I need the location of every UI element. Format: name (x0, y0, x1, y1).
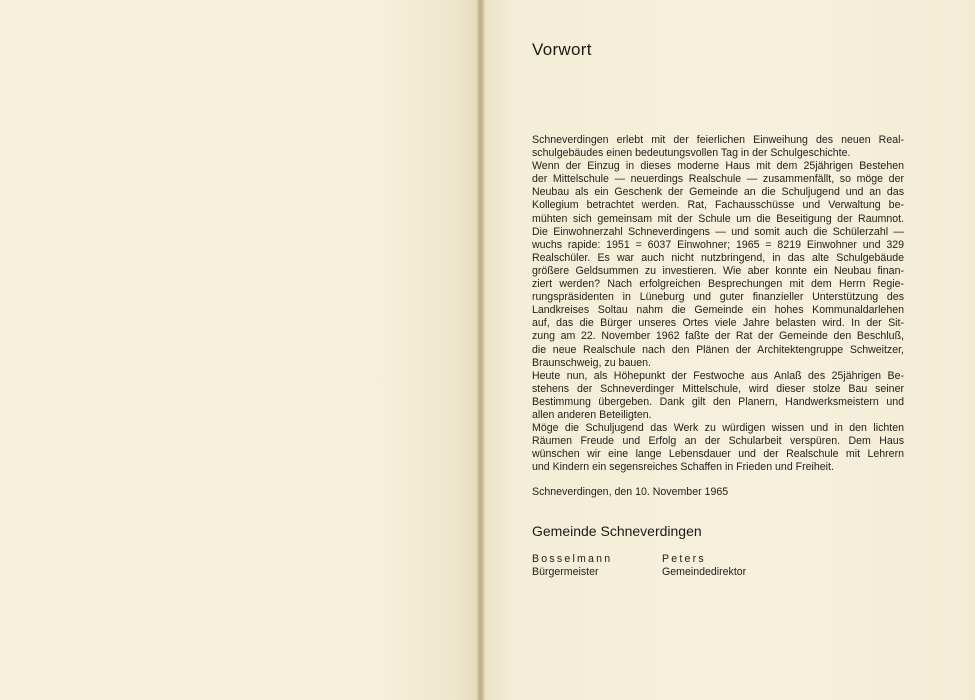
body-line: allen anderen Beteiligten. (532, 408, 652, 421)
body-line: Schneverdingen erlebt mit der feierlichen Einweihung des neuen Real- (532, 134, 904, 146)
body-line: stehens der Schneverdinger Mittelschule, wird dieser stolze Bau seiner (532, 382, 904, 395)
body-line: Die Einwohnerzahl Schneverdingens — und somit auch die Schülerzahl — (532, 225, 904, 238)
organization-name: Gemeinde Schneverdingen (532, 523, 702, 539)
body-line: größere Geldsummen zu investieren. Wie aber konnte ein Neubau finan- (532, 264, 904, 277)
body-line: Neubau als ein Geschenk der Gemeinde an die Schuljugend und an das (532, 186, 904, 199)
body-line: Bestimmung übergeben. Dank gilt den Planern, Handwerksmeistern und (532, 395, 904, 408)
body-line: ziert werden? Nach erfolgreichen Besprechungen mit dem Herrn Regie- (532, 278, 904, 291)
signatory-role: Bürgermeister (532, 566, 599, 578)
body-line: rungspräsidenten in Lüneburg und guter finanzieller Unterstützung des (532, 291, 904, 304)
body-line: wuchs rapide: 1951 = 6037 Einwohner; 1965 = 8219 Einwohner und 329 (532, 238, 904, 251)
page-title: Vorwort (532, 40, 592, 59)
signatory-director (662, 553, 746, 579)
body-line: Wenn der Einzug in dieses moderne Haus mit dem 25jährigen Bestehen (532, 160, 904, 173)
dateline: Schneverdingen, den 10. November 1965 (532, 486, 729, 498)
signatory-role: Gemeindedirektor (662, 566, 747, 578)
body-line: die neue Realschule nach den Plänen der Architektengruppe Schweitzer, (532, 343, 904, 356)
foreword-body (532, 134, 904, 474)
body-line: und Kindern ein segensreiches Schaffen in Frieden und Freiheit. (532, 461, 834, 474)
body-line: Braunschweig, zu bauen. (532, 356, 651, 369)
body-line: auf, das die Bürger unseres Ortes viele Jahre belasten wird. In der Sit- (532, 317, 904, 330)
body-line: Möge die Schuljugend das Werk zu würdigen wissen und in den lichten (532, 422, 904, 435)
body-line: der Mittelschule — neuerdings Realschule — zusammenfällt, so möge der (532, 173, 904, 186)
body-line: Räumen Freude und Erfolg an der Schularbeit verspüren. Dem Haus (532, 435, 904, 448)
signatory-name: Peters (662, 553, 706, 565)
signatory-mayor (532, 553, 612, 579)
body-line: Landkreises Soltau nahm die Gemeinde ein hohes Kommunaldarlehen (532, 304, 904, 317)
body-line: zung am 22. November 1962 faßte der Rat der Gemeinde den Beschluß, (532, 330, 904, 343)
body-line: Realschüler. Es war auch nicht nutzbringend, in das alte Schulgebäude (532, 251, 904, 264)
blank-left-page (0, 0, 478, 700)
body-line: schulgebäudes einen bedeutungsvollen Tag in der Schulgeschichte. (532, 147, 851, 160)
signatory-name: Bosselmann (532, 553, 613, 565)
body-line: Heute nun, als Höhepunkt der Festwoche aus Anlaß des 25jährigen Be- (532, 369, 904, 382)
body-line: wünschen wir eine lange Lebensdauer und der Realschule mit Lehrern (532, 448, 904, 461)
body-line: mühten sich gemeinsam mit der Schule um die Beseitigung der Raumnot. (532, 212, 904, 225)
book-gutter (477, 0, 485, 700)
body-line: Kollegium betrachtet werden. Rat, Fachausschüsse und Verwaltung be- (532, 199, 904, 212)
